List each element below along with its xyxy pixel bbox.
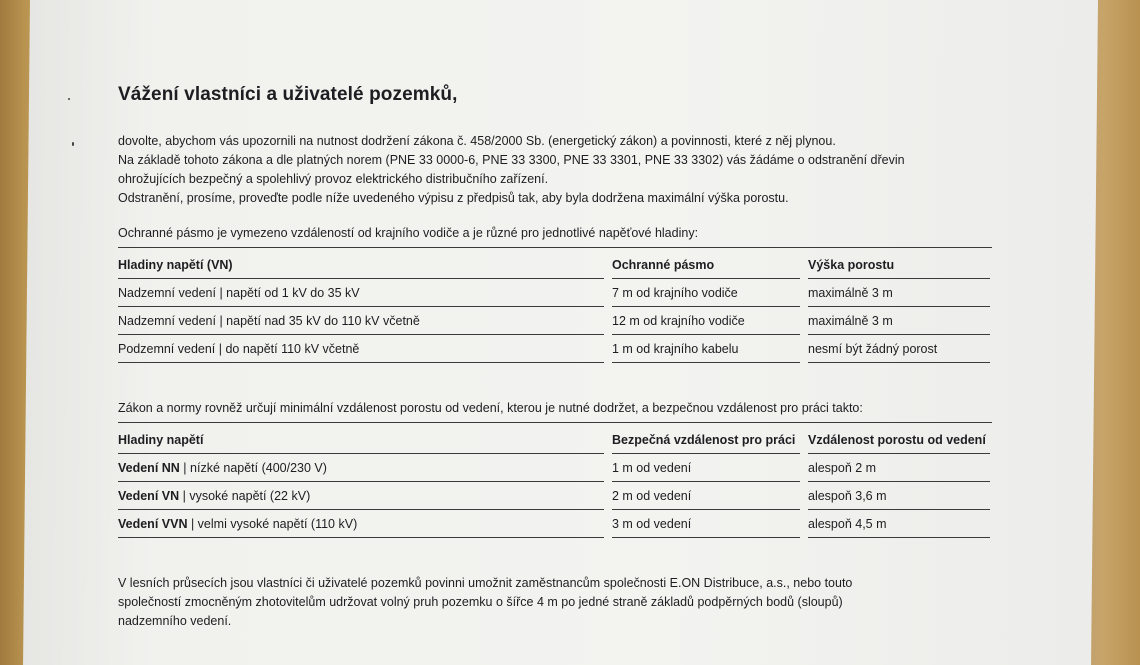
cell-voltage-level: Nadzemní vedení | napětí nad 35 kV do 110 kV včetně	[118, 307, 604, 335]
cell-voltage-level: Nadzemní vedení | napětí od 1 kV do 35 kV	[118, 279, 604, 307]
protection-zone-table	[110, 251, 998, 363]
cell-protection-zone: 7 m od krajního vodiče	[612, 279, 800, 307]
footer-line: V lesních průsecích jsou vlastníci či uživatelé pozemků povinni umožnit zaměstnancům společnosti E.ON Distribuce, a.s., nebo touto	[118, 576, 853, 590]
table-header-row	[118, 426, 990, 454]
cell-vegetation-distance: alespoň 3,6 m	[808, 482, 990, 510]
table-row	[118, 454, 990, 482]
intro-line: ohrožujících bezpečný a spolehlivý provoz elektrického distribučního zařízení.	[118, 172, 549, 186]
table-row	[118, 279, 990, 307]
footer-line: nadzemního vedení.	[118, 614, 232, 628]
table2-caption-rule	[118, 422, 992, 423]
header-safe-work-distance: Bezpečná vzdálenost pro práci	[612, 426, 800, 454]
letter-content	[118, 85, 998, 631]
table2-caption: Zákon a normy rovněž určují minimální vzdálenost porostu od vedení, kterou je nutné dodržet, a bezpečnou vzdálenost pro práci takto:	[118, 401, 863, 415]
table-header-row	[118, 251, 990, 279]
cell-vegetation-height: maximálně 3 m	[808, 279, 990, 307]
cell-vegetation-height: maximálně 3 m	[808, 307, 990, 335]
cell-safe-work-distance: 3 m od vedení	[612, 510, 800, 538]
paper-speck	[68, 98, 70, 100]
cell-protection-zone: 1 m od krajního kabelu	[612, 335, 800, 363]
line-type-name: Vedení NN	[118, 461, 180, 475]
cell-safe-work-distance: 2 m od vedení	[612, 482, 800, 510]
header-protection-zone: Ochranné pásmo	[612, 251, 800, 279]
intro-line: Odstranění, prosíme, proveďte podle níže uvedeného výpisu z předpisů tak, aby byla dodržena maximální výška porostu.	[118, 191, 789, 205]
table-row	[118, 510, 990, 538]
cell-vegetation-height: nesmí být žádný porost	[808, 335, 990, 363]
intro-line: Na základě tohoto zákona a dle platných norem (PNE 33 0000-6, PNE 33 3300, PNE 33 3301, PNE 33 3302) vás žádáme o odstranění dřevin	[118, 153, 905, 167]
cell-voltage-level: Podzemní vedení | do napětí 110 kV včetně	[118, 335, 604, 363]
header-vegetation-distance: Vzdálenost porostu od vedení	[808, 426, 990, 454]
cell-safe-work-distance: 1 m od vedení	[612, 454, 800, 482]
line-type-description: | vysoké napětí (22 kV)	[179, 489, 311, 503]
cell-vegetation-distance: alespoň 2 m	[808, 454, 990, 482]
header-vegetation-height: Výška porostu	[808, 251, 990, 279]
header-voltage-level: Hladiny napětí	[118, 426, 604, 454]
cell-vegetation-distance: alespoň 4,5 m	[808, 510, 990, 538]
letter-title: Vážení vlastníci a uživatelé pozemků,	[118, 84, 458, 105]
line-type-name: Vedení VN	[118, 489, 180, 503]
safe-distance-table	[110, 426, 998, 538]
table-row	[118, 307, 990, 335]
table-row	[118, 482, 990, 510]
footer-paragraph	[118, 574, 998, 631]
paper-speck	[72, 142, 74, 146]
cell-voltage-level	[118, 454, 604, 482]
line-type-description: | nízké napětí (400/230 V)	[179, 461, 327, 475]
footer-line: společností zmocněným zhotovitelům udržovat volný pruh pozemku o šířce 4 m po jedné straně základů podpěrných bodů (sloupů)	[118, 595, 843, 609]
cell-voltage-level	[118, 482, 604, 510]
cell-voltage-level	[118, 510, 604, 538]
table1-caption-rule	[118, 247, 992, 248]
table-row	[118, 335, 990, 363]
line-type-description: | velmi vysoké napětí (110 kV)	[187, 517, 358, 531]
cell-protection-zone: 12 m od krajního vodiče	[612, 307, 800, 335]
table1-caption: Ochranné pásmo je vymezeno vzdáleností od krajního vodiče a je různé pro jednotlivé napěťové hladiny:	[118, 226, 699, 240]
line-type-name: Vedení VVN	[118, 517, 188, 531]
intro-paragraph	[118, 132, 998, 208]
header-voltage-level: Hladiny napětí (VN)	[118, 251, 604, 279]
intro-line: dovolte, abychom vás upozornili na nutnost dodržení zákona č. 458/2000 Sb. (energetický zákon) a povinnosti, které z něj plynou.	[118, 134, 836, 148]
